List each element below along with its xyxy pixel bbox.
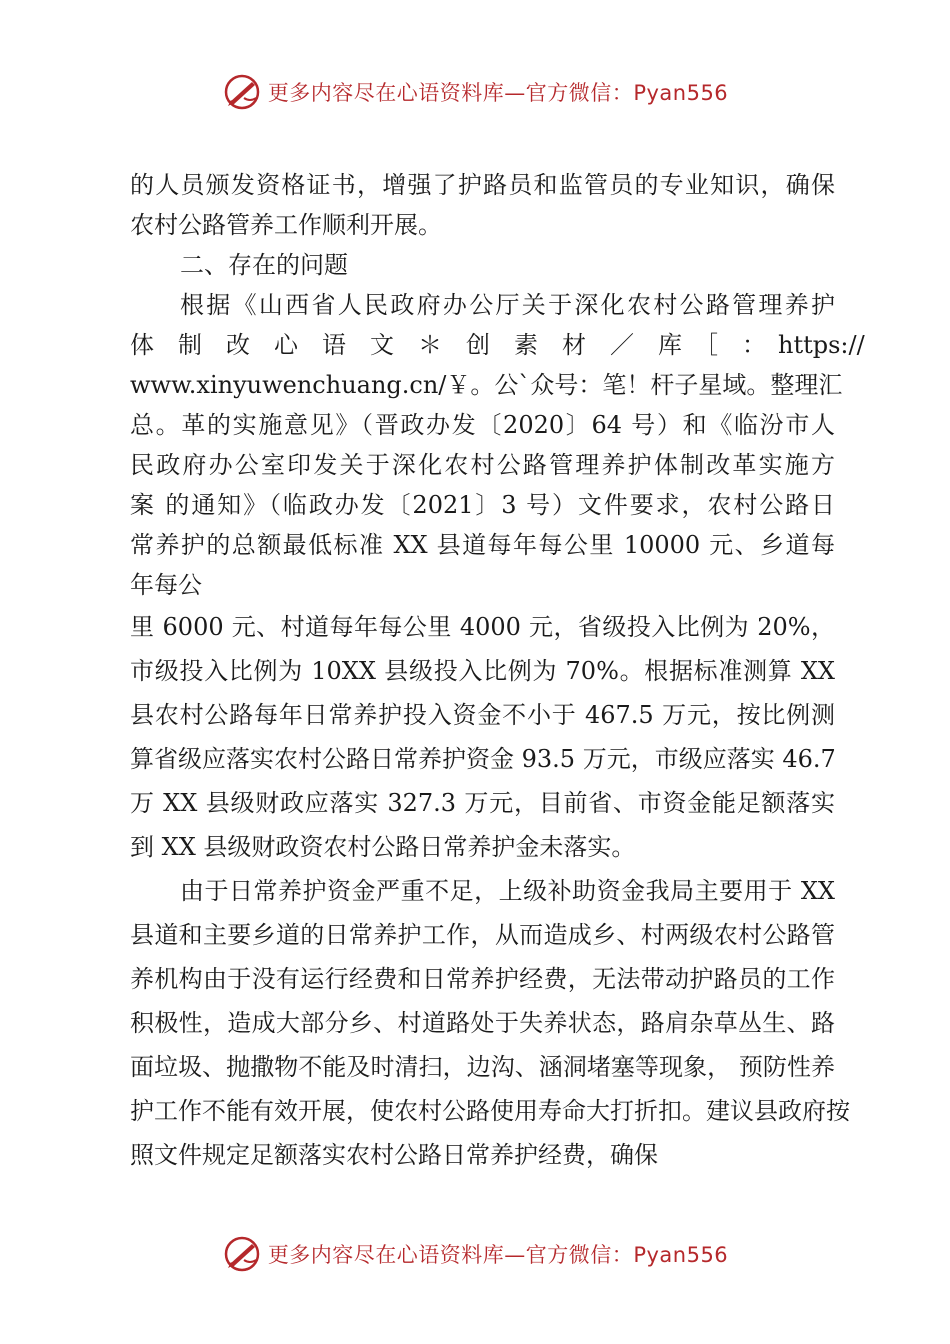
body-line: 算省级应落实农村公路日常养护资金 93.5 万元，市级应落实 46.7 — [130, 745, 836, 773]
body-line: 市级投入比例为 10XX 县级投入比例为 70%。根据标准测算 XX — [130, 657, 835, 685]
header-banner — [0, 70, 950, 114]
document-body — [130, 165, 865, 1177]
footer-label: 更多内容尽在心语资料库—官方微信： — [267, 1243, 634, 1267]
body-line: 由于日常养护资金严重不足，上级补助资金我局主要用于 XX — [180, 877, 835, 905]
footer-banner — [0, 1232, 950, 1276]
pen-logo-icon — [222, 72, 262, 112]
body-line: 年每公 — [130, 571, 202, 599]
footer-account: Pyan556 — [633, 1243, 729, 1267]
body-line: 万 XX 县级财政应落实 327.3 万元，目前省、市资金能足额落实 — [130, 789, 835, 817]
footer-text — [268, 1239, 728, 1269]
body-line: 体 制 改 心 语 文 ＊ 创 素 材 ／ 库 ［ ： https:// — [130, 331, 865, 359]
body-line: 县农村公路每年日常养护投入资金不小于 467.5 万元，按比例测 — [130, 701, 835, 729]
body-line: 民政府办公室印发关于深化农村公路管理养护体制改革实施方 — [130, 451, 835, 479]
body-line: 里 6000 元、村道每年每公里 4000 元，省级投入比例为 20%， — [130, 613, 835, 641]
body-line: 照文件规定足额落实农村公路日常养护经费，确保 — [130, 1141, 658, 1169]
body-line: 到 XX 县级财政资农村公路日常养护金未落实。 — [130, 833, 636, 861]
pen-logo-icon — [222, 1234, 262, 1274]
body-line: 根据《山西省人民政府办公厅关于深化农村公路管理养护 — [180, 291, 835, 319]
body-line: 案 的通知》（临政办发〔2021〕3 号）文件要求，农村公路日 — [130, 491, 835, 519]
body-line: 总。革的实施意见》（晋政办发〔2020〕64 号）和《临汾市人 — [130, 411, 835, 439]
header-text — [268, 77, 728, 107]
body-line: 护工作不能有效开展，使农村公路使用寿命大打折扣。建议县政府按 — [130, 1097, 850, 1125]
header-label: 更多内容尽在心语资料库—官方微信： — [267, 81, 634, 105]
body-line: 的人员颁发资格证书，增强了护路员和监管员的专业知识，确保 — [130, 171, 835, 199]
body-line: 面垃圾、抛撒物不能及时清扫，边沟、涵洞堵塞等现象， 预防性养 — [130, 1053, 835, 1081]
body-line: 积极性，造成大部分乡、村道路处于失养状态，路肩杂草丛生、路 — [130, 1009, 835, 1037]
header-account: Pyan556 — [633, 81, 729, 105]
section-heading: 二、存在的问题 — [180, 251, 348, 279]
body-line: www.xinyuwenchuang.cn/￥。公`众号：笔！杆子星域。整理汇 — [130, 371, 843, 399]
body-line: 农村公路管养工作顺利开展。 — [130, 211, 442, 239]
body-line: 县道和主要乡道的日常养护工作，从而造成乡、村两级农村公路管 — [130, 921, 835, 949]
body-line: 常养护的总额最低标准 XX 县道每年每公里 10000 元、乡道每 — [130, 531, 835, 559]
body-line: 养机构由于没有运行经费和日常养护经费，无法带动护路员的工作 — [130, 965, 835, 993]
